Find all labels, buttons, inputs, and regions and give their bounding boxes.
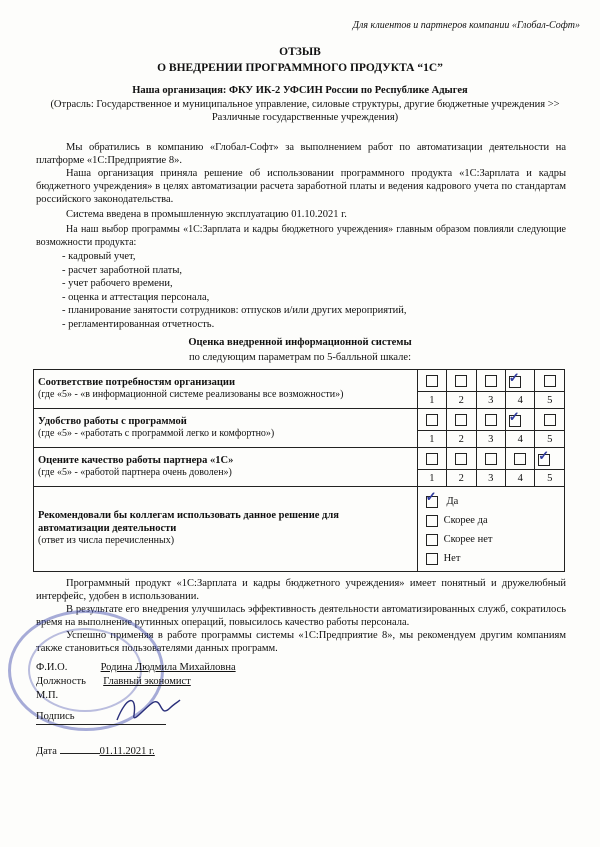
handwritten-signature [112, 690, 182, 730]
document-title: ОТЗЫВ [279, 46, 321, 58]
scale-label: 2 [447, 392, 476, 409]
scale-label: 4 [505, 392, 534, 409]
organization-line: Наша организация: ФКУ ИК-2 УФСИН России по Республике Адыгея [132, 85, 468, 96]
paragraph-6-text: В результате его внедрения улучшилась эффективность деятельности автоматизированных служб, сократилось время на выполнение рутинных операций, повысилось качество работы персонала. [36, 604, 566, 628]
check-icon: ✓ [508, 408, 520, 424]
date-label: Дата [36, 746, 57, 757]
list-item: - учет рабочего времени, [62, 278, 173, 289]
paragraph-7-text: Успешно применяя в работе программы системы «1С:Предприятие 8», мы рекомендуем другим компаниям также становиться пользователями данных программ. [36, 630, 566, 654]
check-icon: ✓ [538, 447, 550, 463]
scale-label: 5 [535, 392, 565, 409]
rating-checkbox[interactable] [485, 453, 497, 465]
rating-checkbox[interactable] [544, 414, 556, 426]
paragraph-2 [36, 167, 566, 206]
signature-name-row [36, 661, 236, 674]
signature-date-row [36, 745, 155, 758]
paragraph-2-text: Наша организация приняла решение об использовании программного продукта «1С:Зарплата и кадры бюджетного учреждения» в целях автоматизации расчета заработной платы и ведения кадрового учета по стандартам российского законодательства. [36, 168, 566, 205]
seal-label: М.П. [36, 690, 59, 701]
recommend-checkbox[interactable] [426, 553, 438, 565]
list-item: - регламентированная отчетность. [62, 318, 215, 330]
name-label: Ф.И.О. [36, 662, 68, 673]
rating-question-desc: (где «5» - «работать с программой легко и комфортно») [38, 428, 275, 439]
rating-title: Оценка внедренной информационной системы [188, 337, 412, 348]
rating-question-title: Соответствие потребностям организации [38, 376, 236, 388]
rating-table [33, 369, 565, 572]
signer-position: Главный экономист [103, 676, 191, 687]
rating-question-desc: (где «5» - «работой партнера очень доволен») [38, 467, 232, 478]
rating-checkbox[interactable] [455, 453, 467, 465]
feature-list [62, 250, 407, 331]
rating-checkbox[interactable] [544, 375, 556, 387]
rating-question-2 [34, 409, 418, 448]
recommend-checkbox[interactable] [426, 515, 438, 527]
rating-question-3 [34, 448, 418, 487]
position-label: Должность [36, 676, 86, 687]
scale-label: 2 [447, 470, 476, 487]
recommend-option-label: Скорее нет [443, 534, 493, 545]
signature-date: 01.11.2021 г. [99, 746, 155, 757]
paragraph-4 [36, 223, 566, 249]
paragraph-1-text: Мы обратились в компанию «Глобал-Софт» за выполнением работ по автоматизации деятельности на платформе «1С:Предприятие 8». [36, 142, 566, 166]
rating-checkbox[interactable] [455, 414, 467, 426]
recommend-option-label: Нет [443, 553, 461, 564]
scale-label: 3 [476, 470, 505, 487]
list-item: - расчет заработной платы, [62, 264, 183, 276]
rating-checkbox[interactable] [514, 453, 526, 465]
recommend-desc: (ответ из числа перечисленных) [38, 535, 175, 547]
rating-subtitle: по следующим параметрам по 5-балльной шкале: [188, 352, 412, 363]
paragraph-5 [36, 577, 566, 603]
paragraph-4-text: На наш выбор программы «1С:Зарплата и кадры бюджетного учреждения» главным образом повлияли следующие возможности продукта: [36, 224, 566, 248]
recommend-option[interactable] [426, 511, 556, 530]
rating-question-title: Оцените качество работы партнера «1С» [38, 454, 234, 466]
scale-label: 1 [417, 392, 446, 409]
document-subtitle: О ВНЕДРЕНИИ ПРОГРАММНОГО ПРОДУКТА “1С” [157, 62, 443, 74]
list-item: - планирование занятости сотрудников: отпусков и/или других мероприятий, [62, 305, 407, 316]
rating-question-1 [34, 370, 418, 409]
scale-label: 4 [505, 470, 534, 487]
recommend-option-yes[interactable] [426, 490, 556, 511]
rating-question-desc: (где «5» - «в информационной системе реализованы все возможности») [38, 389, 344, 400]
list-item: - оценка и аттестация персонала, [62, 291, 210, 303]
paragraph-3 [36, 208, 566, 221]
rating-checkbox[interactable] [485, 375, 497, 387]
industry-line: (Отрасль: Государственное и муниципальное управление, силовые структуры, другие бюджетные учреждения >> Различные государственные учреждения) [50, 99, 560, 123]
rating-checkbox[interactable] [455, 375, 467, 387]
scale-label: 5 [535, 470, 565, 487]
rating-question-title: Удобство работы с программой [38, 415, 187, 427]
recommend-question [34, 487, 418, 572]
recommend-option[interactable] [426, 549, 556, 568]
scale-label: 5 [535, 431, 565, 448]
recommend-checkbox[interactable] [426, 534, 438, 546]
rating-checkbox[interactable] [426, 375, 438, 387]
check-icon: ✓ [508, 369, 520, 385]
scale-label: 1 [417, 431, 446, 448]
scale-label: 3 [476, 431, 505, 448]
signer-name: Родина Людмила Михайловна [100, 662, 236, 673]
rating-checkbox[interactable] [426, 414, 438, 426]
paragraph-1 [36, 141, 566, 167]
rating-checkbox[interactable] [485, 414, 497, 426]
header-note: Для клиентов и партнеров компании «Глобал-Софт» [352, 20, 580, 31]
signature-label: Подпись [36, 711, 75, 722]
scale-label: 4 [505, 431, 534, 448]
recommend-option-label: Да [446, 496, 459, 507]
check-icon: ✓ [425, 489, 437, 504]
list-item: - кадровый учет, [62, 251, 136, 262]
scale-label: 3 [476, 392, 505, 409]
rating-checkbox[interactable] [426, 453, 438, 465]
recommend-option-label: Скорее да [443, 515, 488, 526]
recommend-option[interactable] [426, 530, 556, 549]
recommend-title: Рекомендовали бы коллегам использовать данное решение для автоматизации деятельности [38, 510, 339, 534]
recommend-options [417, 487, 564, 572]
paragraph-5-text: Программный продукт «1С:Зарплата и кадры бюджетного учреждения» имеет понятный и дружелюбный интерфейс, удобен в использовании. [36, 578, 566, 602]
signature-position-row [36, 675, 191, 688]
paragraph-3-text: Система введена в промышленную эксплуатацию 01.10.2021 г. [66, 209, 347, 220]
scale-label: 2 [447, 431, 476, 448]
scale-label: 1 [417, 470, 446, 487]
